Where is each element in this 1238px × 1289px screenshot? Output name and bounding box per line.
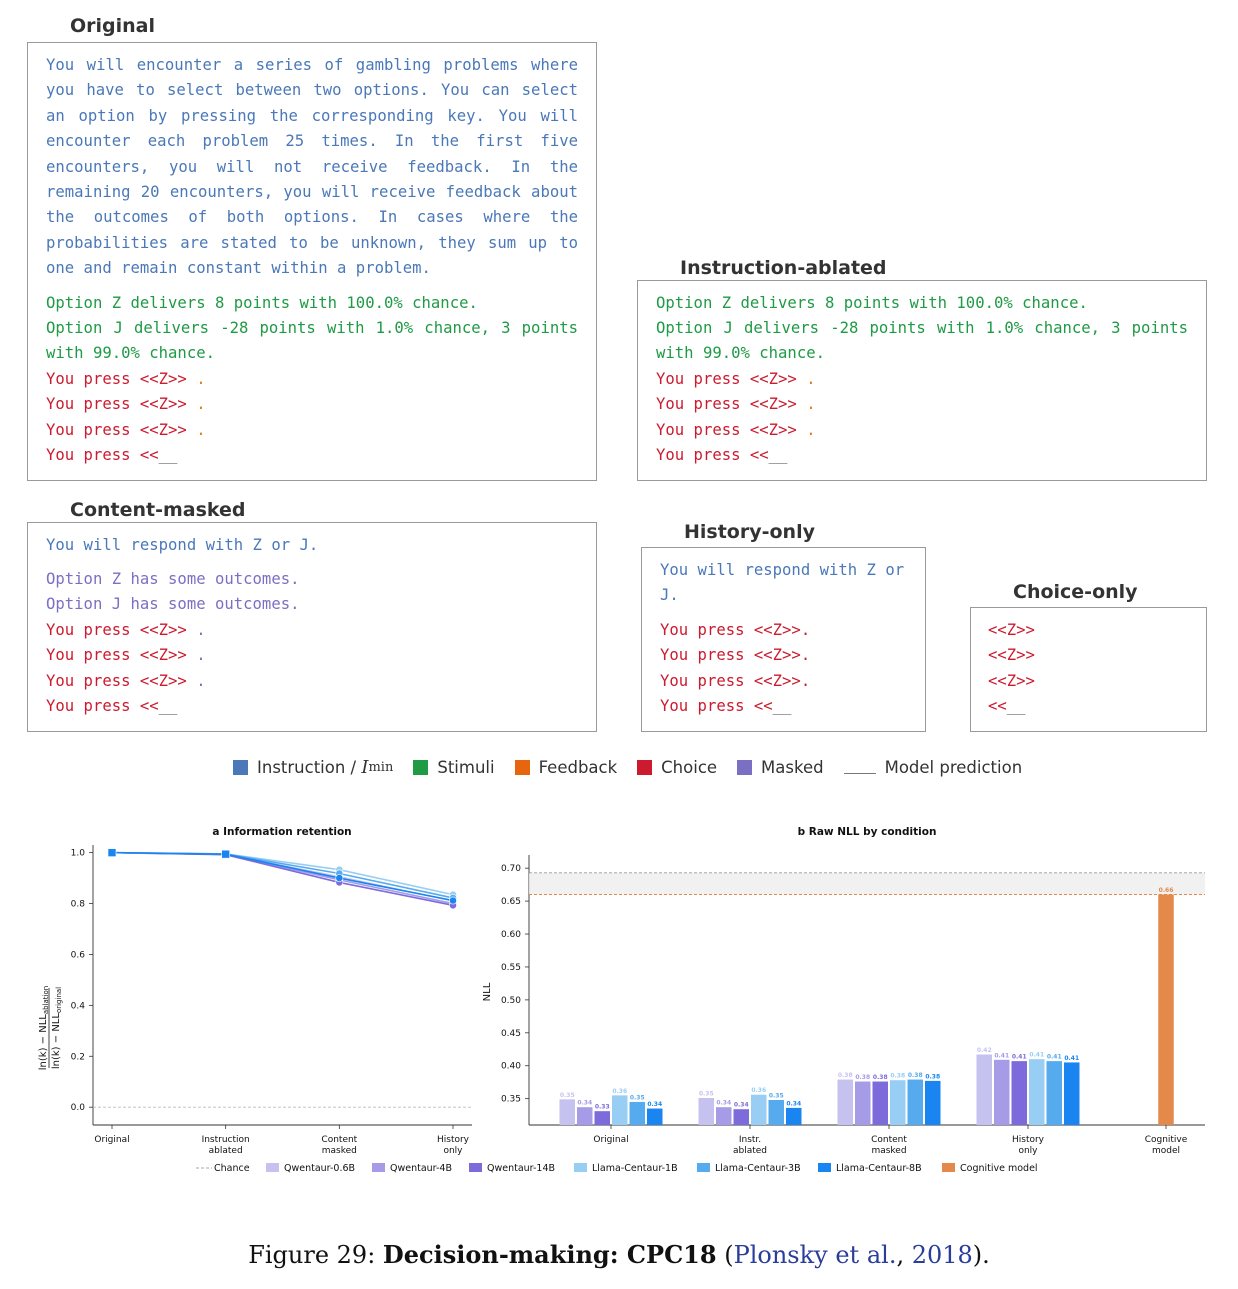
choice-text: You press <<: [46, 446, 159, 464]
legend-choice: [637, 758, 717, 777]
bar: [1047, 1061, 1063, 1125]
model-prediction-blank: __: [772, 697, 792, 715]
data-point: [108, 849, 116, 857]
bar-value-label: 0.38: [890, 1072, 906, 1080]
choice-swatch: [637, 760, 652, 775]
bar-value-label: 0.41: [1029, 1051, 1045, 1059]
legend-model-prediction-label: Model prediction: [884, 758, 1023, 777]
legend-swatch: [942, 1163, 955, 1172]
legend-feedback-label: Feedback: [538, 758, 618, 777]
bar: [786, 1108, 802, 1125]
feedback-text: .: [186, 421, 206, 439]
bar-value-label: 0.38: [837, 1072, 853, 1080]
masked-feedback-text: .: [186, 672, 206, 690]
feedback-text: .: [796, 370, 816, 388]
bar: [1029, 1059, 1045, 1125]
bar-value-label: 0.42: [976, 1047, 992, 1055]
choice-text: You press <<Z>>: [46, 672, 187, 690]
bar-value-label: 0.38: [872, 1074, 888, 1082]
bar-value-label: 0.33: [594, 1103, 610, 1111]
bar: [612, 1095, 628, 1125]
legend-instruction: [233, 757, 393, 778]
bar: [855, 1082, 871, 1125]
legend-label: Llama-Centaur-8B: [836, 1163, 922, 1174]
bar: [925, 1081, 941, 1125]
x-tick-label: Instruction: [201, 1135, 250, 1145]
masked-stimuli-line-2: Option J has some outcomes.: [46, 595, 300, 613]
y-tick-label: 0.0: [70, 1103, 85, 1114]
choice-text: You press <<Z>>: [46, 421, 187, 439]
bar: [873, 1082, 889, 1125]
x-tick-label: masked: [871, 1146, 907, 1156]
bar-cognitive-model: [1158, 895, 1174, 1125]
legend-label: Llama-Centaur-1B: [592, 1163, 678, 1174]
masked-choice-line-1: [46, 618, 206, 643]
bar: [994, 1060, 1010, 1125]
bar-value-label: 0.34: [577, 1099, 593, 1107]
bar: [890, 1080, 906, 1125]
bar: [734, 1109, 750, 1125]
choice-text: You press <<: [656, 446, 769, 464]
bar: [751, 1095, 767, 1125]
original-prediction-line: [46, 443, 177, 468]
x-tick-label: only: [1018, 1146, 1038, 1156]
masked-feedback-text: .: [186, 621, 206, 639]
citation-year-link[interactable]: 2018: [911, 1241, 973, 1269]
chart-information-retention: [38, 826, 472, 1156]
x-tick-label: ablated: [732, 1146, 768, 1156]
history-choice-line-2: You press <<Z>>.: [660, 646, 811, 664]
masked-swatch: [737, 760, 752, 775]
bar-value-label: 0.34: [733, 1101, 749, 1109]
panel-title-choice-only: Choice-only: [995, 580, 1156, 604]
panel-title-content-masked: Content-masked: [52, 498, 264, 522]
y-tick-label: 0.2: [70, 1052, 85, 1063]
y-tick-label: 0.50: [500, 995, 521, 1006]
legend-stimuli: [413, 758, 494, 777]
caption-open: (: [716, 1241, 734, 1269]
feedback-text: .: [796, 395, 816, 413]
y-tick-label: 0.35: [500, 1094, 521, 1105]
choiceonly-line-3: <<Z>>: [988, 672, 1035, 690]
masked-instruction-text: You will respond with Z or J.: [46, 536, 319, 554]
y-tick-label: 0.55: [500, 962, 521, 973]
series-line: [112, 853, 453, 901]
legend-imin-base: I: [361, 757, 369, 778]
legend-swatch: [469, 1163, 482, 1172]
y-tick-label: 0.60: [500, 930, 521, 941]
history-choice-line-1: You press <<Z>>.: [660, 621, 811, 639]
panel-title-original: Original: [52, 14, 173, 38]
y-tick-label: 0.70: [500, 864, 521, 875]
y-tick-label: 0.40: [500, 1061, 521, 1072]
caption-prefix: Figure 29:: [248, 1241, 383, 1269]
chart-a-title: a Information retention: [212, 826, 352, 838]
caption-bold: Decision-making: CPC18: [382, 1240, 717, 1269]
bar: [577, 1107, 593, 1125]
legend-swatch: [818, 1163, 831, 1172]
panel-title-instruction-ablated: Instruction-ablated: [662, 256, 905, 280]
ablated-stimuli-line-2: Option J delivers -28 points with 1.0% chance, 3 points with 99.0% chance.: [656, 319, 1198, 363]
bar: [977, 1055, 993, 1125]
bar-value-label: 0.41: [1064, 1054, 1080, 1062]
bar-value-label: 0.35: [559, 1091, 575, 1099]
ablated-stimuli-line-1: Option Z delivers 8 points with 100.0% chance.: [656, 294, 1088, 312]
bar-value-label: 0.35: [698, 1090, 714, 1098]
model-prediction-swatch: [844, 773, 876, 774]
history-choice-line-3: You press <<Z>>.: [660, 672, 811, 690]
bar-value-label: 0.41: [994, 1052, 1010, 1060]
x-tick-label: Content: [871, 1135, 907, 1145]
series-line: [112, 853, 453, 904]
citation-author-link[interactable]: Plonsky et al.: [733, 1241, 897, 1269]
x-tick-label: History: [436, 1135, 470, 1145]
y-tick-label: 0.4: [70, 1001, 85, 1012]
series-line: [112, 853, 453, 906]
x-tick-label: ablated: [208, 1146, 243, 1156]
choice-text: You press <<: [660, 697, 773, 715]
bar-value-label: 0.66: [1158, 887, 1174, 895]
original-choice-line-2: [46, 392, 206, 417]
legend-label: Llama-Centaur-3B: [715, 1163, 801, 1174]
bar-value-label: 0.34: [786, 1100, 802, 1108]
bar: [647, 1109, 663, 1125]
chart-legend: [196, 1163, 1038, 1174]
figure-caption: [0, 1240, 1238, 1269]
choice-text: You press <<Z>>: [656, 395, 797, 413]
legend-masked: [737, 758, 824, 777]
feedback-text: .: [796, 421, 816, 439]
y-tick-label: 0.65: [500, 897, 521, 908]
x-tick-label: masked: [321, 1146, 357, 1156]
legend-label: Qwentaur-4B: [390, 1163, 452, 1174]
legend-stimuli-label: Stimuli: [437, 758, 495, 777]
model-prediction-blank: __: [158, 697, 178, 715]
bar-value-label: 0.34: [647, 1101, 663, 1109]
legend-feedback: [515, 758, 618, 777]
legend-label: Cognitive model: [960, 1163, 1038, 1174]
feedback-text: .: [186, 395, 206, 413]
original-stimuli-line-2: Option J delivers -28 points with 1.0% chance, 3 points with 99.0% chance.: [46, 319, 588, 363]
bar-value-label: 0.35: [768, 1092, 784, 1100]
color-legend: [233, 757, 1042, 778]
bar-value-label: 0.38: [855, 1074, 871, 1082]
bar: [699, 1098, 715, 1125]
chance-band: [529, 873, 1205, 895]
ablated-choice-line-2: [656, 392, 816, 417]
masked-choice-line-3: [46, 669, 206, 694]
instruction-swatch: [233, 760, 248, 775]
data-point: [222, 850, 230, 858]
ylabel-denominator: $\ln(k) - NLL_{original}$: [51, 986, 63, 1070]
model-prediction-blank: __: [1006, 697, 1026, 715]
original-instruction-text: You will encounter a series of gambling problems where you have to select between two options. You can select an option by pressing the corresponding key. You will encounter each problem 25 times. In the first five encounters, you will not receive feedback. In the remaining 20 encounters, you will receive feedback about the outcomes of both options. In cases where the probabilities are stated to be unknown, they sum up to one and remain constant within a problem.: [46, 56, 588, 278]
bar: [1012, 1061, 1028, 1125]
chart-a-plot: [71, 845, 472, 1156]
stimuli-swatch: [413, 760, 428, 775]
choiceonly-prediction-line: [988, 694, 1026, 719]
model-prediction-blank: __: [768, 446, 788, 464]
masked-stimuli-line-1: Option Z has some outcomes.: [46, 570, 300, 588]
x-tick-label: Original: [94, 1135, 130, 1145]
choice-text: You press <<Z>>: [46, 395, 187, 413]
bar-value-label: 0.41: [1011, 1053, 1027, 1061]
x-tick-label: History: [1011, 1135, 1045, 1145]
bar: [838, 1080, 854, 1125]
bar: [595, 1111, 611, 1125]
original-choice-line-1: [46, 367, 206, 392]
ablated-choice-line-1: [656, 367, 816, 392]
bar-value-label: 0.38: [925, 1073, 941, 1081]
x-tick-label: model: [1151, 1146, 1181, 1156]
bar: [1064, 1062, 1080, 1125]
choice-text: You press <<Z>>: [656, 370, 797, 388]
chart-b-title: b Raw NLL by condition: [797, 826, 937, 838]
history-prediction-line: [660, 694, 791, 719]
legend-label: Qwentaur-0.6B: [284, 1163, 356, 1174]
y-tick-label: 0.8: [70, 899, 85, 910]
y-tick-label: 0.45: [500, 1028, 521, 1039]
x-tick-label: only: [443, 1146, 463, 1156]
choice-text: You press <<Z>>: [656, 421, 797, 439]
choice-text: You press <<Z>>: [46, 646, 187, 664]
bar: [630, 1102, 646, 1125]
choice-text: You press <<: [46, 697, 159, 715]
choiceonly-line-1: <<Z>>: [988, 621, 1035, 639]
choice-text: You press <<Z>>: [46, 370, 187, 388]
feedback-text: .: [186, 370, 206, 388]
bar-value-label: 0.38: [907, 1072, 923, 1080]
bar-value-label: 0.35: [629, 1094, 645, 1102]
panel-title-history-only: History-only: [666, 520, 833, 544]
x-tick-label: Cognitive: [1144, 1135, 1188, 1145]
x-tick-label: Instr.: [738, 1135, 762, 1145]
legend-masked-label: Masked: [761, 758, 824, 777]
series-line: [112, 853, 453, 895]
chart-b-plot: [501, 855, 1205, 1156]
legend-choice-label: Choice: [661, 758, 718, 777]
choice-text: <<: [988, 697, 1007, 715]
original-stimuli-line-1: Option Z delivers 8 points with 100.0% chance.: [46, 294, 478, 312]
x-tick-label: Original: [593, 1135, 629, 1145]
bar: [769, 1100, 785, 1125]
y-tick-label: 1.0: [70, 848, 85, 859]
bar-value-label: 0.34: [716, 1099, 732, 1107]
masked-feedback-text: .: [186, 646, 206, 664]
feedback-swatch: [515, 760, 530, 775]
original-choice-line-3: [46, 418, 206, 443]
legend-label: Qwentaur-14B: [487, 1163, 556, 1174]
masked-prediction-line: [46, 694, 177, 719]
masked-choice-line-2: [46, 643, 206, 668]
caption-close: ).: [972, 1241, 990, 1269]
y-tick-label: 0.6: [70, 950, 85, 961]
bar: [716, 1107, 732, 1125]
bar-value-label: 0.41: [1046, 1053, 1062, 1061]
data-point: [336, 874, 343, 881]
caption-comma: ,: [896, 1241, 912, 1269]
data-point: [449, 897, 456, 904]
legend-model-prediction: [844, 758, 1023, 777]
chart-b-ylabel: NLL: [482, 982, 493, 1002]
x-tick-label: Content: [321, 1135, 358, 1145]
results-charts: [0, 815, 1238, 1205]
chart-raw-nll: [482, 826, 1205, 1156]
choice-text: You press <<Z>>: [46, 621, 187, 639]
legend-swatch: [266, 1163, 279, 1172]
legend-swatch: [574, 1163, 587, 1172]
choiceonly-line-2: <<Z>>: [988, 646, 1035, 664]
bar-value-label: 0.36: [751, 1087, 767, 1095]
legend-swatch: [697, 1163, 710, 1172]
bar: [908, 1080, 924, 1125]
bar: [560, 1099, 576, 1125]
model-prediction-blank: __: [158, 446, 178, 464]
legend-swatch: [372, 1163, 385, 1172]
legend-imin-sub: min: [368, 760, 394, 775]
ablated-prediction-line: [656, 443, 787, 468]
bar-value-label: 0.36: [612, 1087, 628, 1095]
legend-label: Chance: [214, 1163, 250, 1174]
legend-instruction-label: Instruction /: [257, 758, 362, 777]
ablated-choice-line-3: [656, 418, 816, 443]
ylabel-numerator: $\ln(k) - NLL_{ablation}$: [38, 985, 50, 1071]
history-instruction-text: You will respond with Z or J.: [660, 561, 914, 605]
chart-a-ylabel: [38, 986, 63, 1070]
